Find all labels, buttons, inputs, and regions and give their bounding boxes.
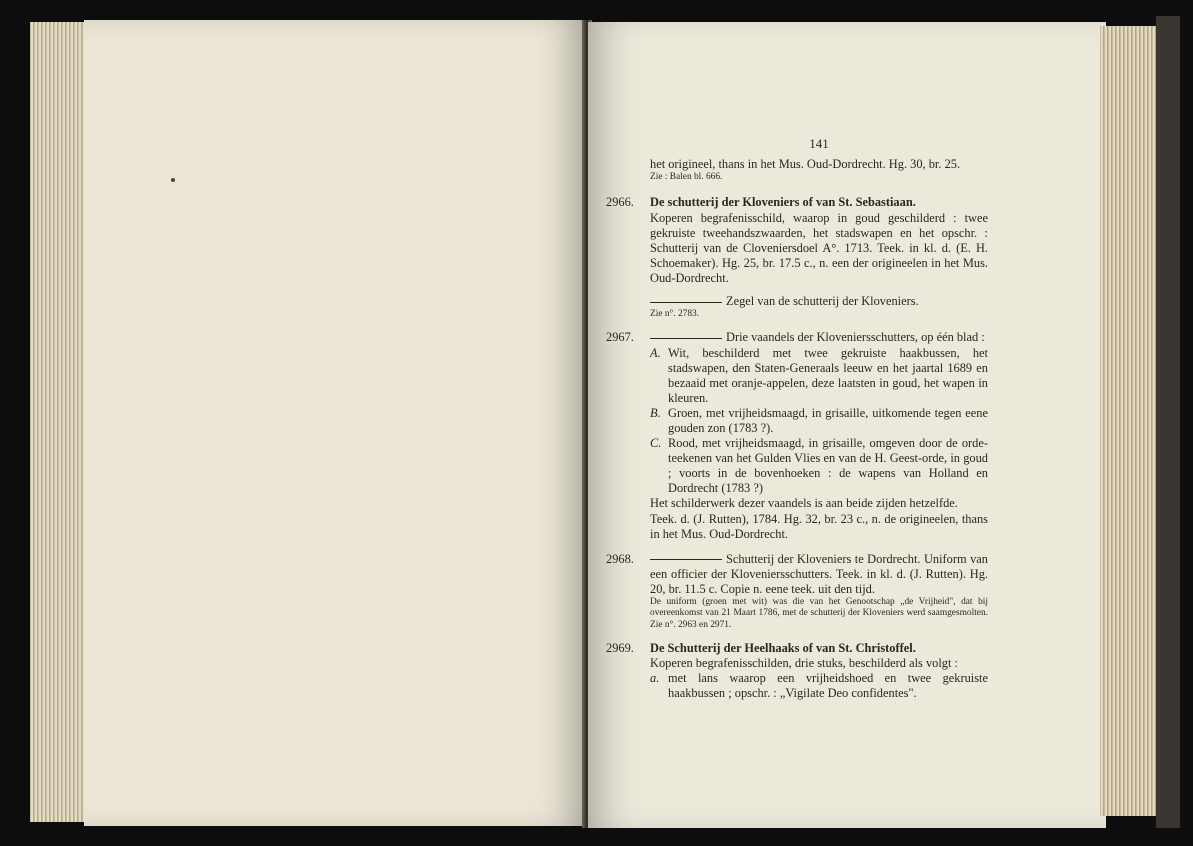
repeat-dash xyxy=(650,302,722,303)
entry-title: De Schutterij der Heelhaaks of van St. Christoffel. xyxy=(650,640,916,655)
book-cover-edge xyxy=(1156,16,1180,828)
entry-text: Drie vaandels der Kloveniersschutters, op één blad : xyxy=(726,330,985,345)
speck xyxy=(171,178,175,182)
entry-note: De uniform (groen met wit) was die van het Genootschap „de Vrijheid", dat bij overeenkomst van 21 Maart 1786, met de schutterij der Kloveniers werd saamgesmolten. Zie n°. 2963 en 2971. xyxy=(650,597,988,630)
item-label: B. xyxy=(650,405,661,420)
page-edges-right xyxy=(1100,26,1158,816)
entry-text: Schutterij der Kloveniers te Dordrecht. Uniform van een officier der Kloveniersschutters. Teek. in kl. d. (J. Rutten). Hg. 20, br. 11.5 c. Copie n. eene teek. uit den tijd. xyxy=(650,551,988,596)
entry-text: Koperen begrafenisschild, waarop in goud geschilderd : twee gekruiste tweehandszwaarden, het stadswapen en het opschr. : Schutterij van de Cloveniersdoel A°. 1713. Teek. in kl. d. (E. H. Schoemaker). Hg. 25, br. 17.5 c., n. een der origineelen in het Mus. Oud-Dordrecht. xyxy=(650,210,988,285)
left-page-blank xyxy=(84,20,586,826)
item-text: Wit, beschilderd met twee gekruiste haakbussen, het stadswapen, den Staten-Generaals leeuw en het jaartal 1689 en bezaaid met oranje-appelen, deze laatsten in goud, het wapen in kleuren. xyxy=(668,345,988,405)
entry-2966 xyxy=(606,195,988,320)
entry-subtext: Zegel van de schutterij der Kloveniers. xyxy=(726,294,919,309)
entry-number: 2966. xyxy=(606,195,634,210)
item-label: a. xyxy=(650,671,660,686)
list-item xyxy=(650,346,988,406)
entry-number: 2967. xyxy=(606,330,634,345)
entry-text: Het schilderwerk dezer vaandels is aan beide zijden hetzelfde. xyxy=(650,496,958,511)
entry-2968 xyxy=(606,551,988,631)
repeat-dash xyxy=(650,338,722,339)
entry-text: Koperen begrafenisschilden, drie stuks, beschilderd als volgt : xyxy=(650,656,958,671)
entry-2967 xyxy=(606,330,988,541)
page-edges-left xyxy=(30,22,88,822)
list-item xyxy=(650,406,988,436)
item-label: A. xyxy=(650,345,661,360)
intro-ref: Zie : Balen bl. 666. xyxy=(650,172,723,183)
list-item xyxy=(650,436,988,496)
list-item xyxy=(650,671,988,701)
page-number: 141 xyxy=(809,136,829,151)
page-text xyxy=(606,136,988,701)
entry-ref: Zie n°. 2783. xyxy=(650,309,700,320)
intro-text: het origineel, thans in het Mus. Oud-Dordrecht. Hg. 30, br. 25. xyxy=(650,157,961,172)
entry-2969 xyxy=(606,640,988,701)
entry-title: De schutterij der Kloveniers of van St. Sebastiaan. xyxy=(650,195,916,210)
entry-number: 2968. xyxy=(606,551,634,566)
repeat-dash xyxy=(650,559,722,560)
entry-text: Teek. d. (J. Rutten), 1784. Hg. 32, br. 23 c., n. de origineelen, thans in het Mus. Oud-Dordrecht. xyxy=(650,511,988,541)
item-text: Groen, met vrijheidsmaagd, in grisaille, uitkomende tegen eene gouden zon (1783 ?). xyxy=(668,405,988,435)
item-text: met lans waarop een vrijheidshoed en twee gekruiste haakbussen ; opschr. : „Vigilate Deo confidentes". xyxy=(668,671,988,701)
item-text: Rood, met vrijheidsmaagd, in grisaille, omgeven door de orde-teekenen van het Gulden Vlies en van de H. Geest-orde, in goud ; voorts in de bovenhoeken : de wapens van Holland en Dordrecht (1783 ?) xyxy=(668,436,988,496)
entry-number: 2969. xyxy=(606,640,634,655)
item-label: C. xyxy=(650,436,662,451)
